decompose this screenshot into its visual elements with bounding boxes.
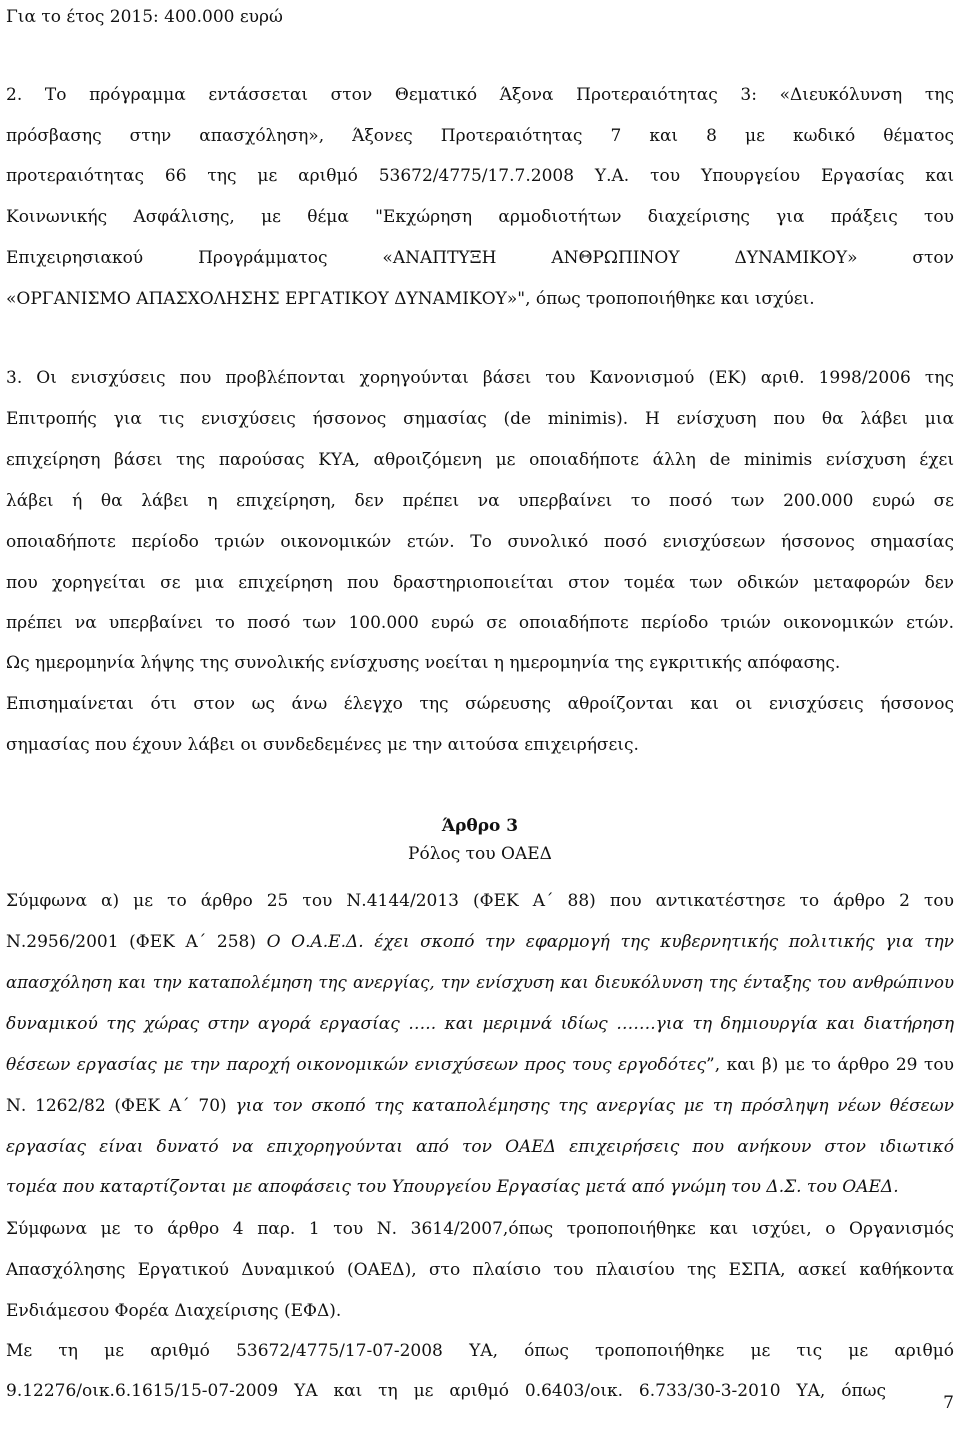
article-quote: Ο Ο.Α.Ε.Δ. έχει σκοπό την εφαρμογή της κυβερνητικής πολιτικής για την <box>266 932 954 952</box>
paragraph-line: που χορηγείται σε μια επιχείρηση που δραστηριοποιείται στον τομέα των οδικών μεταφορών δεν <box>6 573 954 593</box>
header-line: Για το έτος 2015: 400.000 ευρώ <box>6 7 283 27</box>
article-subtitle: Ρόλος του ΟΑΕΔ <box>408 844 552 864</box>
paragraph-line: οποιαδήποτε περίοδο τριών οικονομικών ετών. Το συνολικό ποσό ενισχύσεων ήσσονος σημασίας <box>6 532 954 552</box>
article-line <box>6 1136 954 1158</box>
article-line <box>6 1054 954 1076</box>
page-number: 7 <box>943 1393 954 1413</box>
article-line <box>6 972 954 994</box>
article-line: Ενδιάμεσου Φορέα Διαχείρισης (ΕΦΔ). <box>6 1301 342 1321</box>
article-quote: δυναμικού της χώρας στην αγορά εργασίας ….. και μεριμνά ιδίως …….για τη δημιουργία και διατήρηση <box>6 1014 954 1034</box>
paragraph-line: προτεραιότητας 66 της με αριθμό 53672/4775/17.7.2008 Υ.Α. του Υπουργείου Εργασίας και <box>6 166 954 186</box>
paragraph-line: λάβει ή θα λάβει η επιχείρηση, δεν πρέπει να υπερβαίνει το ποσό των 200.000 ευρώ σε <box>6 491 954 511</box>
article-line: Σύμφωνα α) με το άρθρο 25 του Ν.4144/2013 (ΦΕΚ Α΄ 88) που αντικατέστησε το άρθρο 2 του <box>6 891 954 911</box>
paragraph-line: «ΟΡΓΑΝΙΣΜΟ ΑΠΑΣΧΟΛΗΣΗΣ ΕΡΓΑΤΙΚΟΥ ΔΥΝΑΜΙΚΟΥ»", όπως τροποποιήθηκε και ισχύει. <box>6 289 815 309</box>
article-quote: τομέα που καταρτίζονται με αποφάσεις του Υπουργείου Εργασίας μετά από γνώμη του Δ.Σ. του ΟΑΕΔ. <box>6 1177 899 1197</box>
paragraph-line: 3. Οι ενισχύσεις που προβλέπονται χορηγούνται βάσει του Κανονισμού (ΕΚ) αριθ. 1998/2006 της <box>6 368 954 388</box>
article-line <box>6 931 954 953</box>
paragraph-line: Επιχειρησιακού Προγράμματος «ΑΝΑΠΤΥΞΗ ΑΝΘΡΩΠΙΝΟΥ ΔΥΝΑΜΙΚΟΥ» στον <box>6 248 954 268</box>
article-text: ”, και β) με το άρθρο 29 του <box>706 1055 954 1075</box>
article-line: Απασχόλησης Εργατικού Δυναμικού (ΟΑΕΔ), στο πλαίσιο του πλαισίου της ΕΣΠΑ, ασκεί καθήκοντα <box>6 1260 954 1280</box>
paragraph-line: Κοινωνικής Ασφάλισης, με θέμα "Εκχώρηση αρμοδιοτήτων διαχείρισης για πράξεις του <box>6 207 954 227</box>
article-line: 9.12276/οικ.6.1615/15-07-2009 ΥΑ και τη με αριθμό 0.6403/οικ. 6.733/30-3-2010 ΥΑ, όπως <box>6 1381 886 1401</box>
article-quote: θέσεων εργασίας με την παροχή οικονομικών ενισχύσεων προς τους εργοδότες <box>6 1055 707 1075</box>
paragraph-line: επιχείρηση βάσει της παρούσας ΚΥΑ, αθροιζόμενη με οποιαδήποτε άλλη de minimis ενίσχυση έχει <box>6 450 954 470</box>
article-line <box>6 1176 954 1198</box>
paragraph-line: πρόσβασης στην απασχόληση», Άξονες Προτεραιότητας 7 και 8 με κωδικό θέματος <box>6 126 954 146</box>
article-quote: εργασίας είναι δυνατό να επιχορηγούνται από τον ΟΑΕΔ επιχειρήσεις που ανήκουν στον ιδιωτικό <box>6 1137 954 1157</box>
paragraph-line: Επισημαίνεται ότι στον ως άνω έλεγχο της σώρευσης αθροίζονται και οι ενισχύσεις ήσσονος <box>6 694 954 714</box>
article-line <box>6 1013 954 1035</box>
paragraph-line: Επιτροπής για τις ενισχύσεις ήσσονος σημασίας (de minimis). Η ενίσχυση που θα λάβει μια <box>6 409 954 429</box>
article-text: Ν. 1262/82 (ΦΕΚ Α΄ 70) <box>6 1096 236 1116</box>
article-heading: Άρθρο 3 <box>441 816 519 836</box>
paragraph-line: Ως ημερομηνία λήψης της συνολικής ενίσχυσης νοείται η ημερομηνία της εγκριτικής απόφασης. <box>6 653 841 673</box>
article-line: Με τη με αριθμό 53672/4775/17-07-2008 ΥΑ, όπως τροποποιήθηκε με τις με αριθμό <box>6 1341 954 1361</box>
article-quote: για τον σκοπό της καταπολέμησης της ανεργίας με τη πρόσληψη νέων θέσεων <box>235 1096 954 1116</box>
paragraph-line: 2. Το πρόγραμμα εντάσσεται στον Θεματικό Άξονα Προτεραιότητας 3: «Διευκόλυνση της <box>6 85 954 105</box>
article-quote: απασχόληση και την καταπολέμηση της ανεργίας, την ενίσχυση και διευκόλυνση της ένταξης του ανθρώπινου <box>6 973 954 992</box>
article-text: Ν.2956/2001 (ΦΕΚ Α΄ 258) <box>6 932 267 952</box>
article-line <box>6 1095 954 1117</box>
article-line: Σύμφωνα με το άρθρο 4 παρ. 1 του Ν. 3614/2007,όπως τροποποιήθηκε και ισχύει, ο Οργανισμός <box>6 1219 954 1239</box>
paragraph-line: σημασίας που έχουν λάβει οι συνδεδεμένες με την αιτούσα επιχειρήσεις. <box>6 735 639 755</box>
paragraph-line: πρέπει να υπερβαίνει το ποσό των 100.000 ευρώ σε οποιαδήποτε περίοδο τριών οικονομικών ετών. <box>6 613 954 633</box>
